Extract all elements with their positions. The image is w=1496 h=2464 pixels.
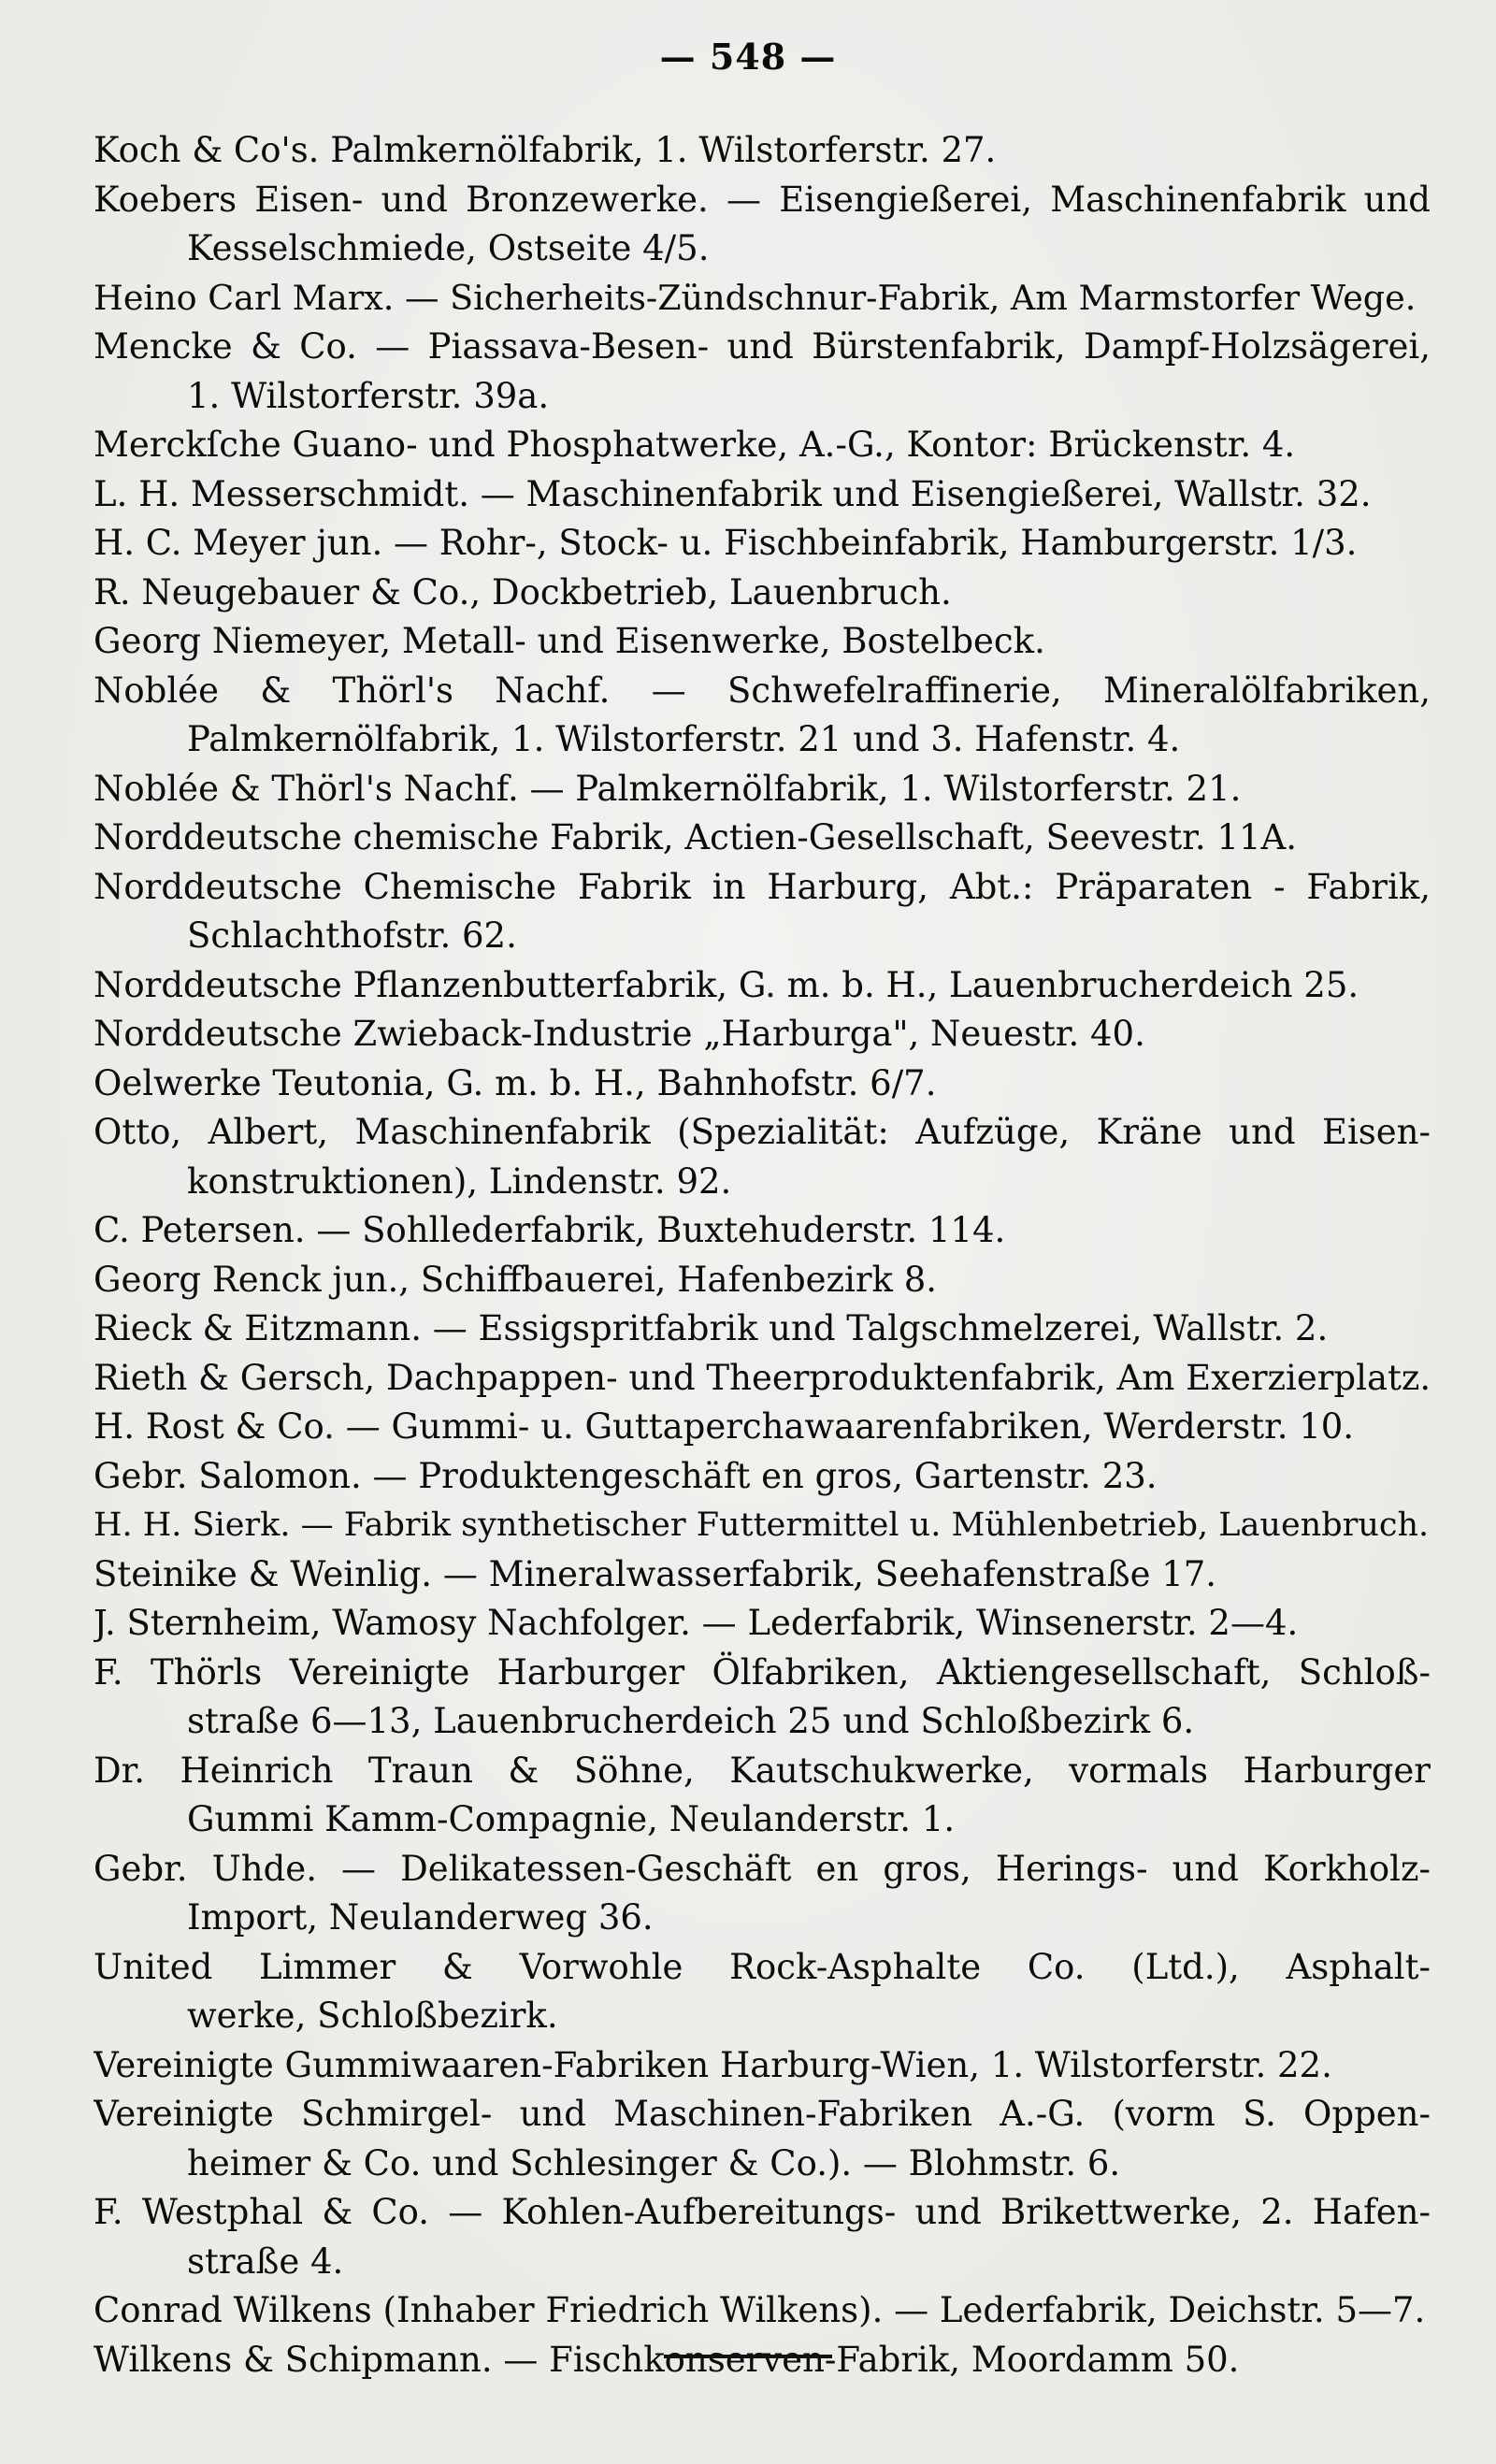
entry-continuation-line: straße 4. [187,2241,344,2282]
entry-line: R. Neugebauer & Co., Dockbetrieb, Lauenbruch. [94,571,952,612]
entry-line: Gebr. Salomon. — Produktengeschäft en gros, Gartenstr. 23. [94,1455,1158,1496]
entry-line: Heino Carl Marx. — Sicherheits-Zündschnur-Fabrik, Am Marmstorfer Wege. [94,277,1417,318]
page-number: — 548 — [659,36,837,78]
directory-entry [94,667,1431,765]
entry-continuation-line: straße 6—13, Lauenbrucherdeich 25 und Schloßbezirk 6. [187,1701,1195,1741]
directory-entry [94,961,1431,1011]
entry-line: L. H. Messerschmidt. — Maschinenfabrik und Eisengießerei, Wallstr. 32. [94,473,1372,514]
entry-line: C. Petersen. — Sohllederfabrik, Buxtehuderstr. 114. [94,1210,1006,1250]
entry-line: Gebr. Uhde. — Delikatessen-Geschäft en gros, Herings- und Korkholz- [94,1848,1431,1889]
end-rule [664,2355,832,2358]
directory-entry [94,1354,1431,1404]
directory-entry [94,2336,1431,2385]
directory-entry [94,1649,1431,1747]
directory-entry [94,2188,1431,2286]
entry-line: Conrad Wilkens (Inhaber Friedrich Wilkens). — Lederfabrik, Deichstr. 5—7. [94,2290,1426,2330]
directory-entry [94,1304,1431,1354]
entry-line: H. H. Sierk. — Fabrik synthetischer Futtermittel u. Mühlenbetrieb, Lauenbruch. [94,1506,1430,1544]
entry-line: Rieth & Gersch, Dachpappen- und Theerproduktenfabrik, Am Exerzierplatz. [94,1357,1431,1398]
entry-line: Koch & Co's. Palmkernölfabrik, 1. Wilstorferstr. 27. [94,130,997,170]
entry-line: F. Thörls Vereinigte Harburger Ölfabriken, Aktiengesellschaft, Schloß- [94,1651,1431,1693]
directory-entry [94,323,1431,421]
directory-entry [94,1206,1431,1256]
entry-line: Steinike & Weinlig. — Mineralwasserfabrik, Seehafenstraße 17. [94,1553,1217,1594]
directory-entry [94,1108,1431,1206]
directory-entry [94,421,1431,470]
entry-continuation-line: Import, Neulanderweg 36. [187,1897,654,1938]
directory-entry [94,1452,1431,1502]
entry-line: Norddeutsche Pflanzenbutterfabrik, G. m. b. H., Lauenbrucherdeich 25. [94,964,1359,1005]
directory-entry [94,1599,1431,1649]
entry-line: Noblée & Thörl's Nachf. — Schwefelraffinerie, Mineralölfabriken, [94,670,1431,711]
directory-entry [94,1403,1431,1452]
entry-line: F. Westphal & Co. — Kohlen-Aufbereitungs- und Brikettwerke, 2. Hafen- [94,2192,1431,2232]
entry-line: Norddeutsche chemische Fabrik, Actien-Gesellschaft, Seevestr. 11A. [94,817,1297,857]
entry-continuation-line: 1. Wilstorferstr. 39a. [187,375,550,416]
entry-continuation-line: Kesselschmiede, Ostseite 4/5. [187,228,710,268]
entry-line: Mencke & Co. — Piassava-Besen- und Bürstenfabrik, Dampf-Holzsägerei, [94,326,1431,367]
directory-entry [94,1501,1431,1550]
entry-line: Georg Niemeyer, Metall- und Eisenwerke, Bostelbeck. [94,621,1045,661]
entry-line: United Limmer & Vorwohle Rock-Asphalte Co. (Ltd.), Asphalt- [94,1946,1431,1987]
entry-line: Dr. Heinrich Traun & Söhne, Kautschukwerke, vormals Harburger [94,1750,1431,1791]
entry-continuation-line: Gummi Kamm-Compagnie, Neulanderstr. 1. [187,1799,956,1839]
directory-entry [94,1010,1431,1059]
directory-entry [94,1747,1431,1845]
entry-line: H. C. Meyer jun. — Rohr-, Stock- u. Fischbeinfabrik, Hamburgerstr. 1/3. [94,523,1358,563]
entry-continuation-line: heimer & Co. und Schlesinger & Co.). — Blohmstr. 6. [187,2142,1121,2183]
entry-line: Vereinigte Schmirgel- und Maschinen-Fabriken A.-G. (vorm S. Oppen- [94,2094,1431,2134]
entry-continuation-line: Palmkernölfabrik, 1. Wilstorferstr. 21 und 3. Hafenstr. 4. [187,719,1181,759]
entry-line: Norddeutsche Chemische Fabrik in Harburg, Abt.: Präparaten - Fabrik, [94,866,1431,907]
directory-entry [94,274,1431,324]
directory-entry [94,863,1431,961]
entry-line: J. Sternheim, Wamosy Nachfolger. — Lederfabrik, Winsenerstr. 2—4. [94,1603,1299,1643]
directory-entry [94,1550,1431,1600]
entry-continuation-line: konstruktionen), Lindenstr. 92. [187,1160,732,1202]
entry-line: Rieck & Eitzmann. — Essigspritfabrik und Talgschmelzerei, Wallstr. 2. [94,1308,1329,1348]
directory-entry [94,2041,1431,2091]
directory-entry [94,1845,1431,1943]
directory-entry [94,814,1431,863]
entry-line: Noblée & Thörl's Nachf. — Palmkernölfabrik, 1. Wilstorferstr. 21. [94,768,1242,809]
entry-continuation-line: werke, Schloßbezirk. [187,1996,558,2036]
directory-entry [94,176,1431,274]
company-directory-list [94,126,1431,2385]
entry-line: H. Rost & Co. — Gummi- u. Guttaperchawaarenfabriken, Werderstr. 10. [94,1406,1355,1447]
directory-entry [94,2090,1431,2188]
directory-entry [94,569,1431,618]
entry-continuation-line: Schlachthofstr. 62. [187,915,517,956]
directory-entry [94,126,1431,176]
entry-line: Koebers Eisen- und Bronzewerke. — Eisengießerei, Maschinenfabrik und [94,179,1431,220]
entry-line: Otto, Albert, Maschinenfabrik (Spezialität: Aufzüge, Kräne und Eisen- [94,1112,1431,1152]
directory-entry [94,765,1431,814]
entry-line: Norddeutsche Zwieback-Industrie „Harburga", Neuestr. 40. [94,1014,1145,1054]
directory-entry [94,2286,1431,2336]
directory-entry [94,519,1431,569]
directory-entry [94,1943,1431,2041]
entry-line: Georg Renck jun., Schiffbauerei, Hafenbezirk 8. [94,1259,938,1300]
entry-line: Oelwerke Teutonia, G. m. b. H., Bahnhofstr. 6/7. [94,1062,937,1103]
entry-line: Wilkens & Schipmann. — Fischkonserven-Fabrik, Moordamm 50. [94,2339,1240,2380]
entry-line: Vereinigte Gummiwaaren-Fabriken Harburg-Wien, 1. Wilstorferstr. 22. [94,2044,1332,2085]
directory-entry [94,470,1431,520]
directory-entry [94,1059,1431,1109]
directory-entry [94,617,1431,667]
entry-line: Merckſche Guano- und Phosphatwerke, A.-G., Kontor: Brückenstr. 4. [94,425,1296,465]
directory-entry [94,1256,1431,1305]
